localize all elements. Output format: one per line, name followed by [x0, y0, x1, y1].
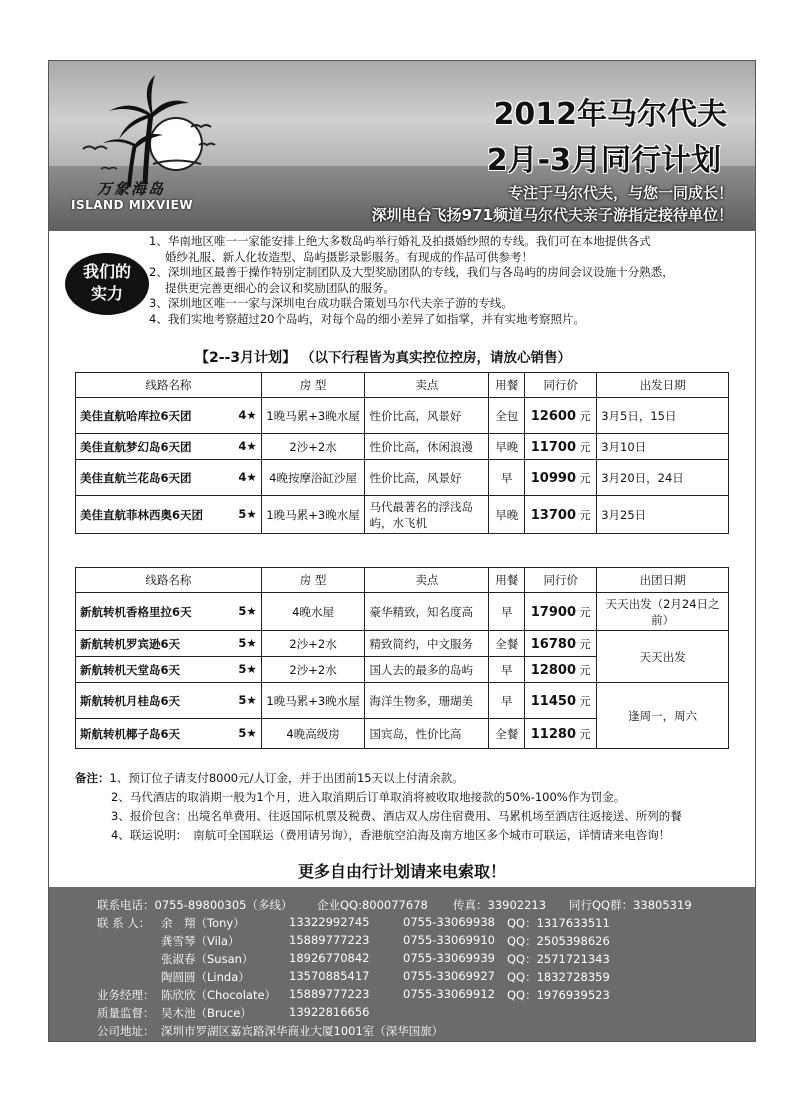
departure-date: 3月10日: [597, 434, 729, 460]
departure-date: 3月5日，15日: [597, 398, 729, 434]
manager-name: 陈欣欣（Chocolate）: [161, 988, 277, 1002]
strength-item: 4、我们实地考察超过20个岛屿，对每个岛的细小差异了如指掌，并有实地考察照片。: [149, 311, 585, 326]
room-type: 4晚水屋: [261, 593, 365, 631]
badge-line-1: 我们的: [82, 262, 131, 281]
star-rating: 5★: [238, 725, 257, 740]
notes-label: 备注：: [75, 771, 110, 785]
column-header: 出团日期: [597, 568, 729, 593]
trade-price: 16780: [530, 636, 576, 652]
departure-date-group: 天天出发: [597, 631, 729, 683]
table-header-row: [76, 373, 729, 398]
price-unit: 元: [579, 409, 591, 423]
column-header: 线路名称: [76, 568, 262, 593]
page-title-year: 2012年马尔代夫: [493, 97, 727, 132]
contact-name: 张淑春（Susan）: [161, 952, 254, 966]
column-header: 用餐: [489, 373, 525, 398]
peer-qq-group: 同行QQ群：33805319: [569, 898, 692, 912]
fax-number: 传真：33902213: [453, 898, 547, 912]
selling-point: 性价比高，风景好: [365, 398, 489, 434]
contact-name: 余 翔（Tony）: [161, 916, 245, 930]
selling-point: 精致简约，中文服务: [365, 631, 489, 657]
address-label: 公司地址：: [97, 1024, 155, 1038]
header-banner: [49, 61, 755, 231]
contact-tel: 0755-33069910: [403, 933, 495, 947]
more-plans-callout: 更多自由行计划请来电索取！: [297, 862, 506, 881]
trade-price: 10990: [530, 470, 576, 486]
column-header: 线路名称: [76, 373, 262, 398]
strength-badge: [65, 253, 149, 315]
supervisor-label: 质量监督：: [97, 1006, 155, 1020]
price-unit: 元: [579, 637, 591, 651]
contact-name: 陶圆圆（Linda）: [161, 970, 250, 984]
contact-tel: 0755-33069927: [403, 969, 495, 983]
phone-number: 联系电话：0755-89800305（多线）: [97, 898, 293, 912]
strength-item: 2、深圳地区最善于操作特别定制团队及大型奖励团队的专线，我们与各岛屿的房间会议设施十分熟悉，: [149, 265, 674, 279]
trade-price: 17900: [530, 604, 576, 620]
price-unit: 元: [579, 605, 591, 619]
route-name: 斯航转机椰子岛6天: [80, 726, 181, 741]
trade-price: 12800: [530, 662, 576, 678]
contact-qq: QQ：2571721343: [507, 952, 610, 966]
note-item: 2、马代酒店的取消期一般为1个月，进入取消期后订单取消将被收取地接款的50%-100%作为罚金。: [111, 790, 626, 804]
note-item: 3、报价包含：出境名单费用、往返国际机票及税费、酒店双人房住宿费用、马累机场至酒店往返接送、所列的餐: [111, 809, 682, 823]
selling-point: 性价比高，风景好: [365, 460, 489, 496]
contact-mobile: 18926770842: [289, 951, 370, 965]
plan-title: 【2--3月计划】: [195, 350, 297, 366]
trade-price: 11280: [530, 726, 576, 742]
table-row: [76, 434, 729, 460]
selling-point: 豪华精致，知名度高: [365, 593, 489, 631]
price-unit: 元: [579, 440, 591, 454]
room-type: 1晚马累+3晚水屋: [261, 398, 365, 434]
route-name: 新航转机罗宾逊6天: [80, 636, 181, 651]
route-name: 美佳直航兰花岛6天团: [80, 470, 192, 485]
notes-section: [75, 769, 745, 845]
manager-qq: QQ：1976939523: [507, 988, 610, 1002]
strength-list: [149, 234, 739, 327]
star-rating: 5★: [238, 603, 257, 618]
meal: 全餐: [489, 719, 525, 749]
room-type: 2沙+2水: [261, 657, 365, 683]
star-rating: 5★: [238, 635, 257, 650]
meal: 早: [489, 460, 525, 496]
contact-mobile: 13322992745: [289, 915, 370, 929]
strength-item: 1、华南地区唯一一家能安排上绝大多数岛屿举行婚礼及拍摄婚纱照的专线。我们可在本地提供各式: [149, 234, 651, 248]
room-type: 4晚高级房: [261, 719, 365, 749]
company-address: 深圳市罗湖区嘉宾路深华商业大厦1001室（深华国旅）: [161, 1024, 444, 1038]
selling-point: 国人去的最多的岛屿: [365, 657, 489, 683]
column-header: 房 型: [261, 568, 365, 593]
table-row: [76, 683, 729, 719]
price-unit: 元: [579, 727, 591, 741]
price-unit: 元: [579, 694, 591, 708]
selling-point: 海洋生物多，珊瑚美: [365, 683, 489, 719]
trade-price: 11700: [530, 439, 576, 455]
table-row: [76, 460, 729, 496]
trade-price: 13700: [530, 507, 576, 523]
price-unit: 元: [579, 471, 591, 485]
star-rating: 5★: [238, 661, 257, 676]
note-item: 1、预订位子请支付8000元/人订金，并于出团前15天以上付清余款。: [109, 771, 464, 785]
contacts-label: 联 系 人：: [97, 916, 151, 930]
star-rating: 4★: [238, 407, 257, 422]
table-row: [76, 593, 729, 631]
room-type: 1晚马累+3晚水屋: [261, 683, 365, 719]
selling-point: 马代最著名的浮浅岛屿，水飞机: [365, 496, 489, 534]
manager-tel: 0755-33069912: [403, 987, 495, 1001]
slogan-line-2: 深圳电台飞扬971频道马尔代夫亲子游指定接待单位！: [371, 206, 733, 224]
manager-label: 业务经理：: [97, 988, 155, 1002]
column-header: 同行价: [525, 568, 597, 593]
note-item: 4、联运说明： 南航可全国联运（费用请另询），香港航空泊海及南方地区多个城市可联运，详情请来电咨询！: [111, 828, 671, 842]
route-table-direct: [75, 372, 729, 534]
contact-mobile: 13570885417: [289, 969, 370, 983]
room-type: 2沙+2水: [261, 434, 365, 460]
departure-date-group: 逢周一，周六: [597, 683, 729, 749]
route-name: 美佳直航梦幻岛6天团: [80, 439, 192, 454]
departure-date-group: 天天出发（2月24日之前）: [597, 593, 729, 631]
column-header: 用餐: [489, 568, 525, 593]
column-header: 同行价: [525, 373, 597, 398]
column-header: 房 型: [261, 373, 365, 398]
selling-point: 性价比高，休闲浪漫: [365, 434, 489, 460]
table-row: [76, 398, 729, 434]
plan-heading: [195, 346, 571, 367]
column-header: 卖点: [365, 373, 489, 398]
page-title-months: 2月-3月同行计划: [486, 143, 721, 178]
contact-tel: 0755-33069939: [403, 951, 495, 965]
route-table-transfer: [75, 567, 729, 749]
table-header-row: [76, 568, 729, 593]
route-name: 美佳直航哈库拉6天团: [80, 408, 192, 423]
route-name: 新航转机天堂岛6天: [80, 662, 181, 677]
route-name: 美佳直航菲林西奥6天团: [80, 507, 204, 522]
star-rating: 4★: [238, 438, 257, 453]
meal: 早晚: [489, 434, 525, 460]
contact-qq: QQ：1832728359: [507, 970, 610, 984]
trade-price: 11450: [530, 693, 576, 709]
strength-item: 3、深圳地区唯一一家与深圳电台成功联合策划马尔代夫亲子游的专线。: [149, 296, 513, 310]
meal: 早: [489, 657, 525, 683]
table-row: [76, 496, 729, 534]
contact-panel: [49, 887, 755, 1041]
meal: 全包: [489, 398, 525, 434]
meal: 早: [489, 683, 525, 719]
star-rating: 5★: [238, 506, 257, 521]
meal: 全餐: [489, 631, 525, 657]
room-type: 2沙+2水: [261, 631, 365, 657]
star-rating: 5★: [238, 692, 257, 707]
supervisor-mobile: 13922816656: [289, 1005, 370, 1019]
contact-mobile: 15889777223: [289, 933, 370, 947]
contact-name: 龚雪琴（Vila）: [161, 934, 240, 948]
contact-tel: 0755-33069938: [403, 915, 495, 929]
meal: 早: [489, 593, 525, 631]
strength-item: 提供更完善更细心的会议和奖励团队的服务。: [165, 280, 395, 295]
table-row: [76, 631, 729, 657]
room-type: 4晚按摩浴缸沙屋: [261, 460, 365, 496]
strength-item: 婚纱礼服、新人化妆造型、岛屿摄影录影服务。有现成的作品可供参考！: [165, 249, 533, 264]
price-unit: 元: [579, 508, 591, 522]
column-header: 出发日期: [597, 373, 729, 398]
supervisor-name: 吴木池（Bruce）: [161, 1006, 252, 1020]
slogan-line-1: 专注于马尔代夫，与您一同成长！: [507, 184, 733, 202]
price-unit: 元: [579, 663, 591, 677]
departure-date: 3月25日: [597, 496, 729, 534]
meal: 早晚: [489, 496, 525, 534]
contact-qq: QQ：1317633511: [507, 916, 610, 930]
logo-chinese-name: 万象海岛: [97, 180, 166, 198]
selling-point: 国宾岛，性价比高: [365, 719, 489, 749]
trade-price: 12600: [530, 408, 576, 424]
route-name: 斯航转机月桂岛6天: [80, 693, 181, 708]
contact-qq: QQ：2505398626: [507, 934, 610, 948]
badge-line-2: 实力: [90, 284, 123, 303]
logo-english-name: ISLAND MIXVIEW: [71, 198, 194, 212]
column-header: 卖点: [365, 568, 489, 593]
manager-mobile: 15889777223: [289, 987, 370, 1001]
departure-date: 3月20日，24日: [597, 460, 729, 496]
room-type: 1晚马累+3晚水屋: [261, 496, 365, 534]
company-qq: 企业QQ:800077678: [317, 898, 428, 912]
star-rating: 4★: [238, 469, 257, 484]
flyer-sheet: [48, 60, 756, 1042]
plan-subtitle: （以下行程皆为真实控位控房，请放心销售）: [300, 350, 571, 366]
route-name: 新航转机香格里拉6天: [80, 604, 192, 619]
